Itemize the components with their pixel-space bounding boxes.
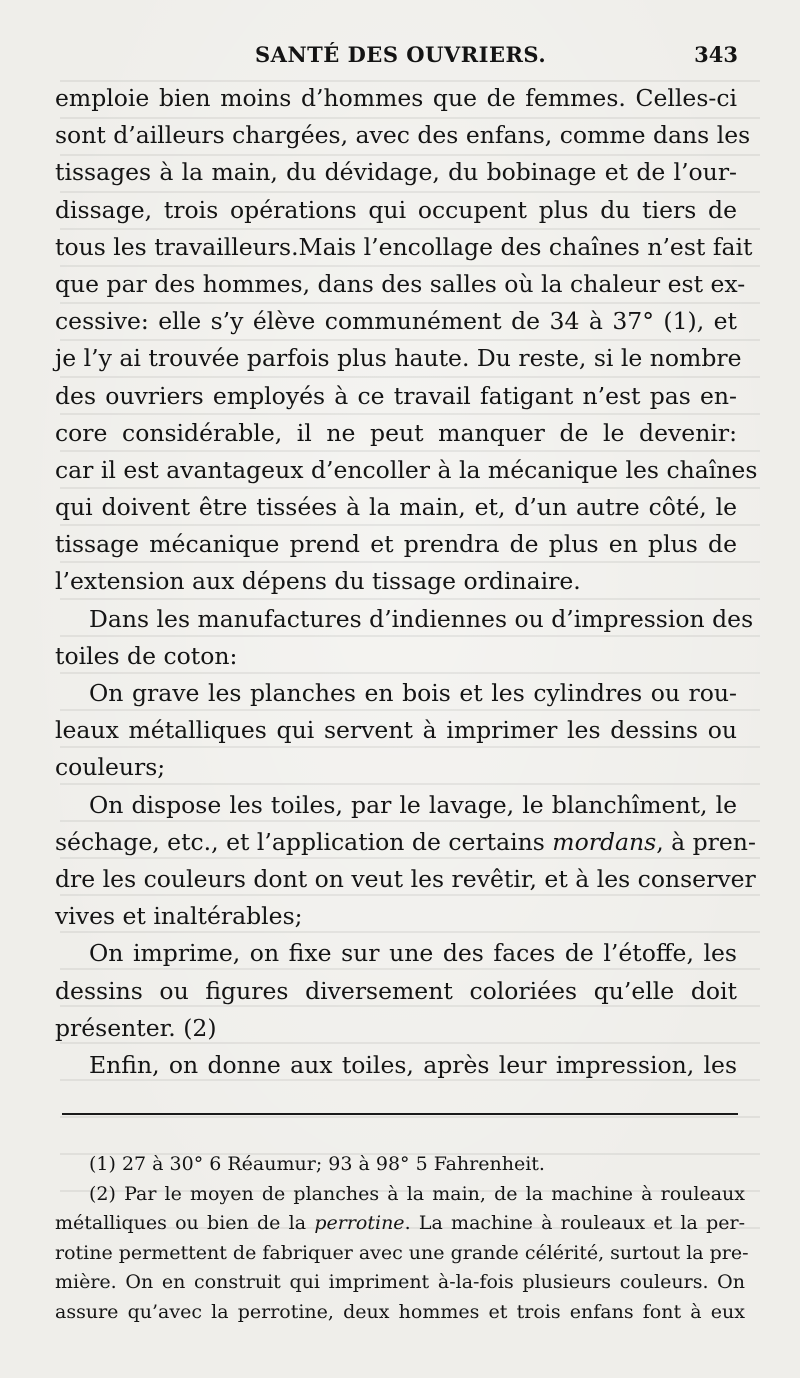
italic-term: perrotine [314,1212,405,1234]
main-text [55,80,758,1084]
page-header [0,42,800,72]
text-line: car il est avantageux d’encoller à la mécanique les chaînes [55,455,758,484]
text-line: couleurs; [55,753,166,782]
text-line: vives et inaltérables; [55,902,303,931]
text-line: tissages à la main, du dévidage, du bobinage et de l’our- [55,158,737,187]
footnote-2-line: mière. On en construit qui impriment à-la-fois plusieurs couleurs. On [55,1271,745,1293]
footnote-1: (1) 27 à 30° 6 Réaumur; 93 à 98° 5 Fahrenheit. [89,1153,545,1175]
text-line: présenter. (2) [55,1013,217,1042]
text-segment: métalliques ou bien de la [55,1212,307,1234]
text-line: tous les travailleurs.Mais l’encollage des chaînes n’est fait [55,232,753,261]
text-line: je l’y ai trouvée parfois plus haute. Du reste, si le nombre [55,344,742,373]
footnote-2-line: assure qu’avec la perrotine, deux hommes et trois enfans font à eux [55,1300,745,1323]
footnote-2-line: (2) Par le moyen de planches à la main, de la machine à rouleaux [89,1182,745,1205]
footnotes [55,1150,749,1327]
italic-term: mordans [552,827,657,856]
running-title: SANTÉ DES OUVRIERS. [255,42,547,67]
text-line: leaux métalliques qui servent à imprimer les dessins ou [55,716,737,745]
text-line: des ouvriers employés à ce travail fatigant n’est pas en- [55,381,737,410]
text-segment: séchage, etc., et l’application de certains [55,827,545,856]
footnote-2-line: rotine permettent de fabriquer avec une grande célérité, surtout la pre- [55,1241,749,1264]
text-line: core considérable, il ne peut manquer de le devenir: [55,418,737,447]
text-line: dre les couleurs dont on veut les revêtir, et à les conserver [55,864,756,893]
page-number: 343 [694,42,738,67]
paragraph-start-line: On grave les planches en bois et les cylindres ou rou- [89,679,737,707]
text-line: dissage, trois opérations qui occupent plus du tiers de [55,195,737,224]
text-line: dessins ou figures diversement coloriées qu’elle doit [55,976,737,1005]
footnote-2-line-with-italic [55,1209,745,1239]
text-line: sont d’ailleurs chargées, avec des enfans, comme dans les [55,121,751,150]
text-line: toiles de coton: [55,641,238,670]
paragraph-start-line: Enfin, on donne aux toiles, après leur impression, les [89,1050,737,1079]
text-line: tissage mécanique prend et prendra de plus en plus de [55,530,737,559]
paragraph-start-line: Dans les manufactures d’indiennes ou d’impression des [89,604,754,633]
text-line-with-italic [55,824,756,861]
text-line: que par des hommes, dans des salles où la chaleur est ex- [55,269,746,298]
text-line: emploie bien moins d’hommes que de femmes. Celles-ci [55,84,737,112]
text-segment: . La machine à rouleaux et la per- [404,1212,745,1234]
text-segment: , à pren- [656,827,756,856]
footnote-rule [62,1113,738,1115]
text-line: l’extension aux dépens du tissage ordinaire. [55,567,581,596]
paragraph-start-line: On imprime, on fixe sur une des faces de l’étoffe, les [89,939,737,968]
text-line: cessive: elle s’y élève communément de 34 à 37° (1), et [55,307,737,336]
text-line: qui doivent être tissées à la main, et, d’un autre côté, le [55,493,737,522]
paragraph-start-line: On dispose les toiles, par le lavage, le blanchîment, le [89,790,737,819]
